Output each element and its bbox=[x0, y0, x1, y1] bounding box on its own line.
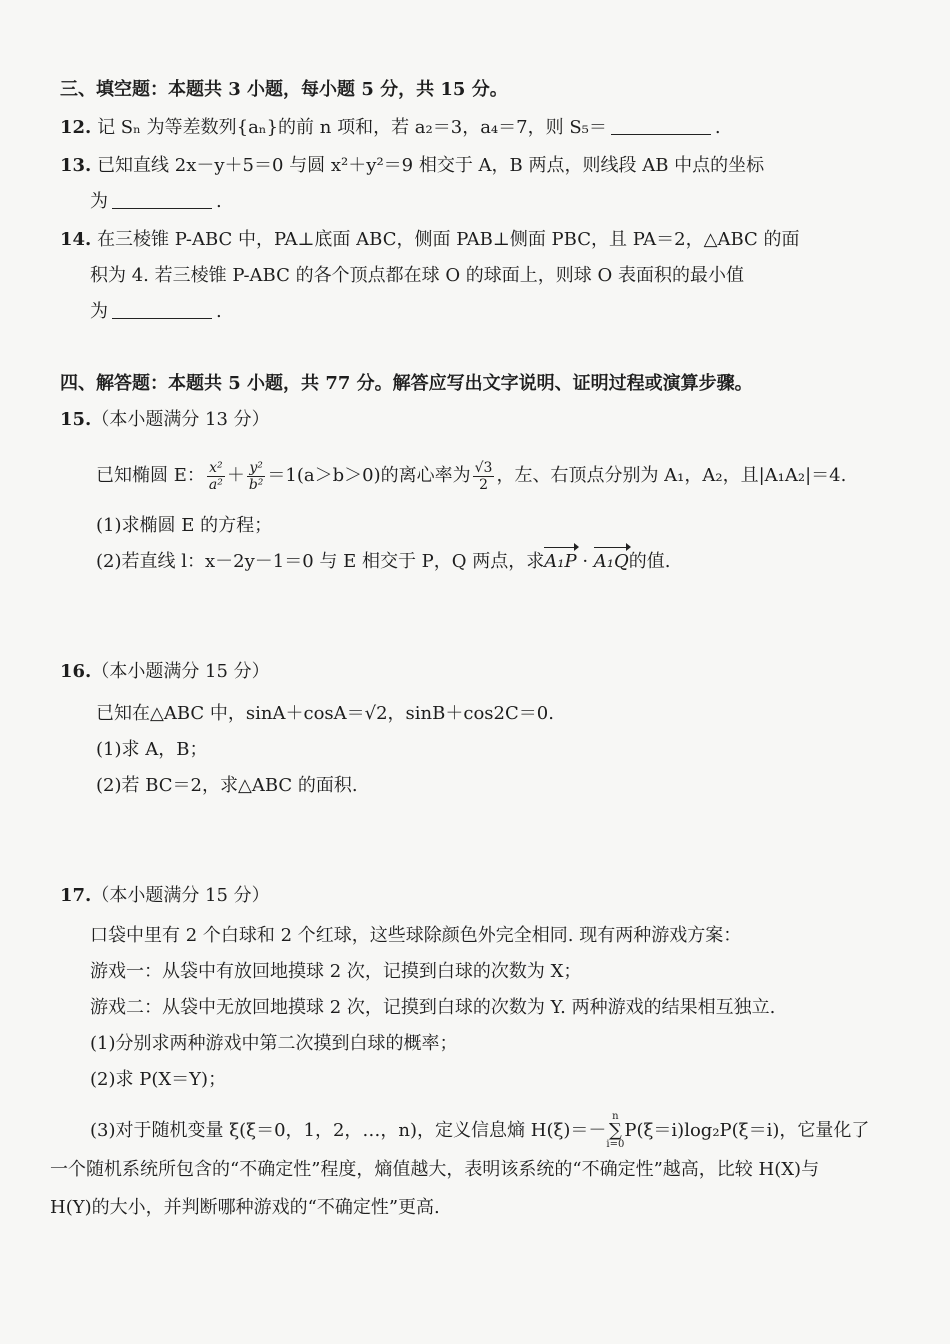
sum-upper: n bbox=[612, 1111, 619, 1122]
q15-stem-a: 已知椭圆 E： bbox=[96, 465, 205, 486]
q17-number: 17. bbox=[60, 885, 92, 906]
q14-number: 14. bbox=[60, 229, 92, 250]
q16-title bbox=[60, 660, 270, 684]
q15-stem-c: ，左、右顶点分别为 A₁，A₂，且|A₁A₂|＝4. bbox=[496, 465, 847, 486]
q17-part2: (2)求 P(X＝Y)； bbox=[90, 1069, 227, 1090]
q15-frac-x-num: x² bbox=[207, 460, 225, 477]
q15-title bbox=[60, 408, 270, 432]
sum-lower: i=0 bbox=[606, 1139, 625, 1150]
q16-number: 16. bbox=[60, 661, 92, 682]
q13-cont: 为 bbox=[90, 191, 108, 212]
q14-text: 在三棱锥 P-ABC 中，PA⊥底面 ABC，侧面 PAB⊥侧面 PBC，且 PA＝2，△ABC 的面 bbox=[97, 229, 800, 250]
q16-score: （本小题满分 15 分） bbox=[91, 661, 270, 682]
q12-number: 12. bbox=[60, 117, 92, 138]
q15-frac-x-den: a² bbox=[208, 476, 223, 493]
summation-symbol bbox=[606, 1112, 624, 1150]
q17-score: （本小题满分 15 分） bbox=[91, 885, 270, 906]
q15-part2 bbox=[96, 550, 671, 574]
q15-dot: · bbox=[576, 551, 594, 572]
q15-part2-b: 的值. bbox=[628, 551, 671, 572]
q15-plus: ＋ bbox=[226, 465, 245, 486]
q14-answer-blank[interactable] bbox=[112, 300, 212, 319]
q15-stem-b: ＝1(a＞b＞0)的离心率为 bbox=[267, 465, 471, 486]
q16-part1: (1)求 A，B； bbox=[96, 739, 208, 760]
q15-frac-y-num: y² bbox=[247, 460, 266, 477]
sum-sigma: ∑ bbox=[608, 1120, 622, 1141]
q13-number: 13. bbox=[60, 155, 92, 176]
q15-frac-y-den: b² bbox=[248, 476, 264, 493]
q17-part3-b: P(ξ＝i)log₂P(ξ＝i)，它量化了 bbox=[624, 1120, 870, 1141]
q15-part1: (1)求椭圆 E 的方程； bbox=[96, 515, 273, 536]
q14-line2: 积为 4. 若三棱锥 P-ABC 的各个顶点都在球 O 的球面上，则球 O 表面积的最小值 bbox=[90, 265, 744, 286]
q17-part3-a: (3)对于随机变量 ξ(ξ＝0，1，2，…，n)，定义信息熵 H(ξ)＝－ bbox=[90, 1120, 607, 1141]
question-13-cont bbox=[90, 190, 222, 214]
question-12 bbox=[60, 116, 721, 140]
q12-answer-blank[interactable] bbox=[611, 116, 711, 135]
question-14-cont bbox=[90, 300, 222, 324]
q15-fraction-y bbox=[247, 460, 266, 493]
q15-frac-ecc-num: √3 bbox=[474, 459, 493, 476]
q17-line2: 游戏一：从袋中有放回地摸球 2 次，记摸到白球的次数为 X； bbox=[90, 961, 582, 982]
q14-cont: 为 bbox=[90, 301, 108, 322]
q17-line4: 一个随机系统所包含的“不确定性”程度，熵值越大，表明该系统的“不确定性”越高，比较 H(X)与 bbox=[50, 1159, 820, 1180]
q17-part1: (1)分别求两种游戏中第二次摸到白球的概率； bbox=[90, 1033, 458, 1054]
q14-end: . bbox=[216, 301, 222, 322]
q17-line5: H(Y)的大小，并判断哪种游戏的“不确定性”更高. bbox=[50, 1197, 440, 1218]
q12-text: 记 Sₙ 为等差数列{aₙ}的前 n 项和，若 a₂＝3，a₄＝7，则 S₅＝ bbox=[97, 117, 607, 138]
q13-text: 已知直线 2x－y＋5＝0 与圆 x²＋y²＝9 相交于 A，B 两点，则线段 AB 中点的坐标 bbox=[97, 155, 765, 176]
q17-part3 bbox=[90, 1112, 869, 1150]
q13-end: . bbox=[216, 191, 222, 212]
q15-score: （本小题满分 13 分） bbox=[91, 409, 270, 430]
q16-part2: (2)若 BC＝2，求△ABC 的面积. bbox=[96, 775, 358, 796]
q15-frac-ecc-den: 2 bbox=[479, 476, 488, 493]
q12-end: . bbox=[714, 117, 721, 138]
q17-line1: 口袋中里有 2 个白球和 2 个红球，这些球除颜色外完全相同. 现有两种游戏方案： bbox=[90, 925, 742, 946]
q15-number: 15. bbox=[60, 409, 92, 430]
q16-stem: 已知在△ABC 中，sinA＋cosA＝√2，sinB＋cos2C＝0. bbox=[96, 703, 554, 724]
q15-part2-a: (2)若直线 l：x－2y－1＝0 与 E 相交于 P，Q 两点，求 bbox=[96, 551, 545, 572]
section3-header: 三、填空题：本题共 3 小题，每小题 5 分，共 15 分。 bbox=[60, 79, 508, 100]
question-13 bbox=[60, 154, 764, 178]
q15-fraction-x bbox=[207, 460, 225, 493]
q15-fraction-ecc bbox=[473, 460, 495, 493]
q15-stem bbox=[96, 456, 846, 496]
q15-vector-a1q: A₁Q bbox=[593, 551, 629, 572]
q15-vector-a1p: A₁P bbox=[544, 551, 577, 572]
q13-answer-blank[interactable] bbox=[112, 190, 212, 209]
q17-line3: 游戏二：从袋中无放回地摸球 2 次，记摸到白球的次数为 Y. 两种游戏的结果相互独立. bbox=[90, 997, 776, 1018]
section4-header: 四、解答题：本题共 5 小题，共 77 分。解答应写出文字说明、证明过程或演算步骤。 bbox=[60, 373, 753, 394]
question-14 bbox=[60, 228, 800, 252]
q17-title bbox=[60, 884, 270, 908]
